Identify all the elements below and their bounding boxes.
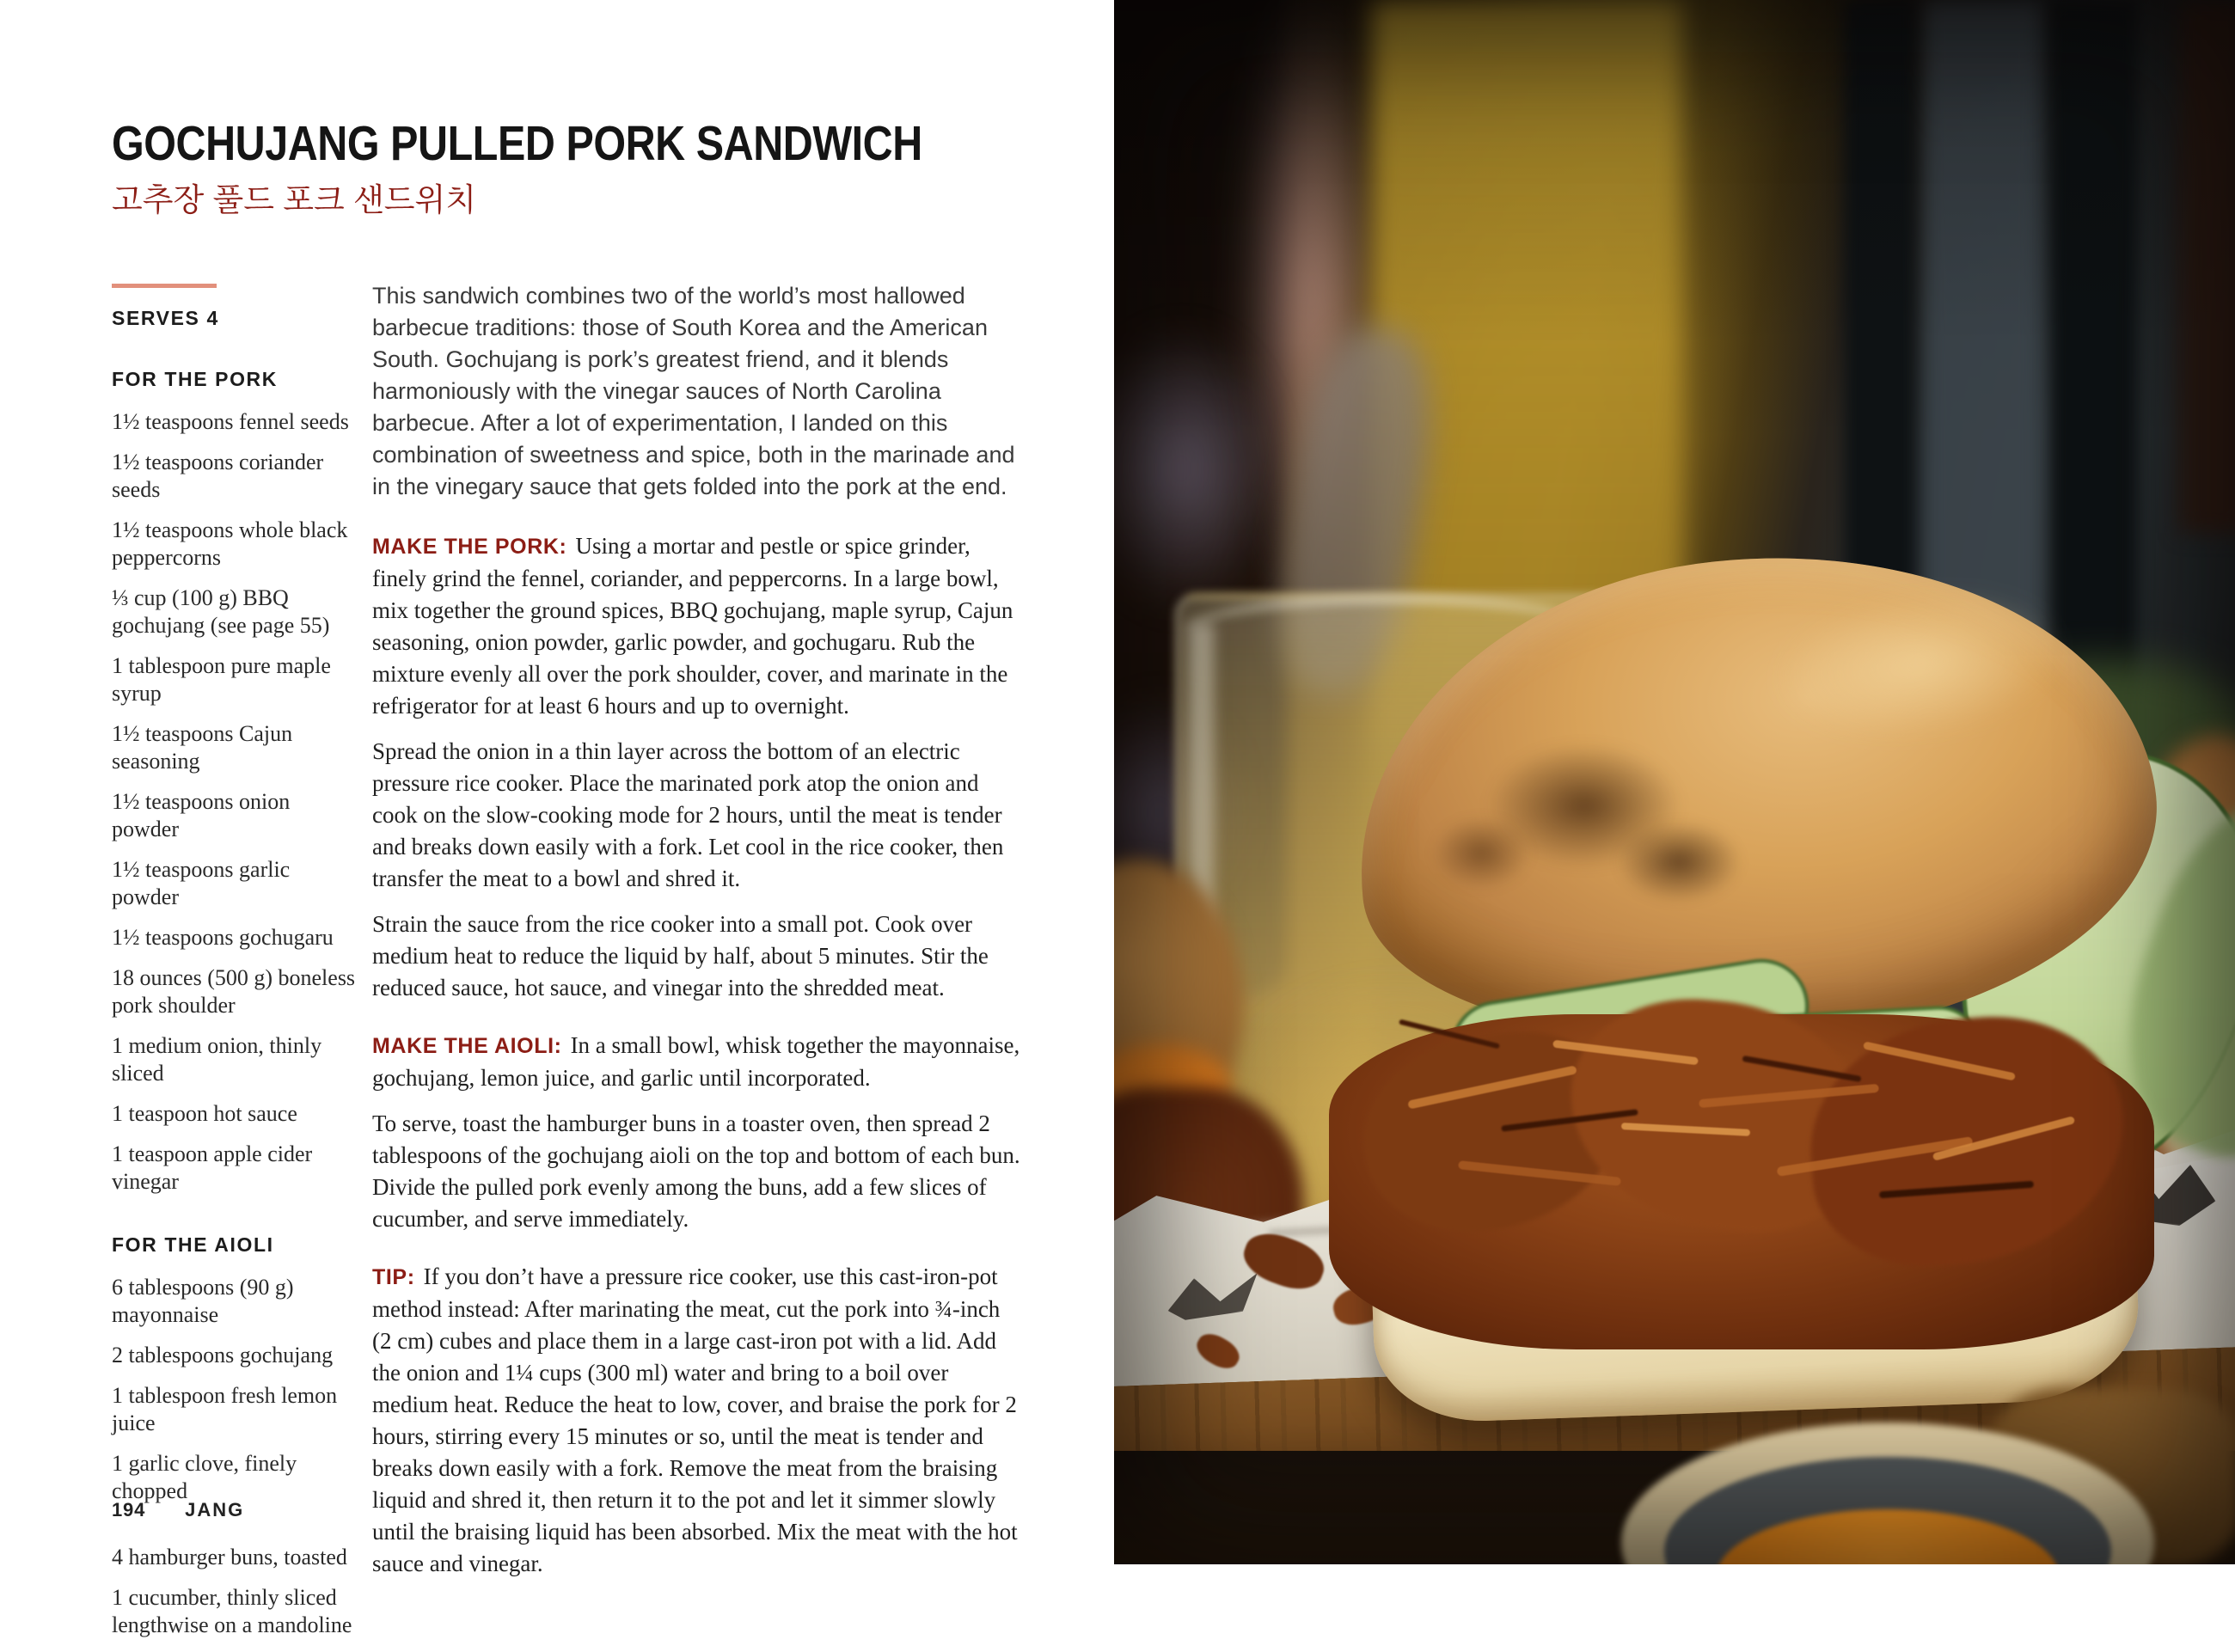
ingredient-item: 1½ teaspoons whole black peppercorns [112, 517, 348, 570]
ingredient-item: 1½ teaspoons gochugaru [112, 925, 334, 950]
ingredient-item: 1 teaspoon apple cider vinegar [112, 1141, 313, 1194]
step-label: MAKE THE PORK: [372, 535, 567, 559]
ingredients-gap [112, 1518, 357, 1544]
recipe-page [0, 0, 1114, 1637]
tip-label: TIP: [372, 1265, 415, 1289]
step-text: To serve, toast the hamburger buns in a toaster oven, then spread 2 tablespoons of the gochujang aioli on the top and bottom of each bun. Divide the pulled pork evenly among the buns, add a few slices of cucumber, and serve immediately. [372, 1111, 1020, 1232]
step-text: Using a mortar and pestle or spice grinder, finely grind the fennel, coriander, and peppercorns. In a large bowl, mix together the ground spices, BBQ gochujang, maple syrup, Cajun seasoning, onion powder, garlic powder, and gochugaru. Rub the mixture evenly all over the pork shoulder, cover, and marinate in the refrigerator for at least 6 hours and up to overnight. [372, 533, 1013, 719]
main-sandwich [1329, 533, 2189, 1496]
ingredient-item: 1½ teaspoons coriander seeds [112, 450, 324, 502]
step-label: MAKE THE AIOLI: [372, 1034, 562, 1058]
serves-label: SERVES 4 [112, 307, 219, 329]
step-paragraph [372, 530, 1025, 722]
recipe-title: GOCHUJANG PULLED PORK SANDWICH [112, 116, 922, 171]
recipe-title-korean: 고추장 풀드 포크 샌드위치 [112, 182, 477, 218]
instructions-column [372, 278, 1025, 1580]
step-paragraph [372, 909, 1025, 1004]
ingredient-item: 2 tablespoons gochujang [112, 1343, 334, 1367]
accent-rule [112, 284, 217, 288]
ingredient-item: 1½ teaspoons fennel seeds [112, 409, 349, 434]
step-text: Spread the onion in a thin layer across the bottom of an electric pressure rice cooker. Place the marinated pork atop the onion and cook on the slow-cooking mode for 2 hours, until the meat is tender and breaks down easily with a fork. Let cool in the rice cooker, then transfer the meat to a bowl and shred it. [372, 738, 1004, 891]
bun-char-spot [1617, 821, 1742, 902]
ingredient-item: 1 teaspoon hot sauce [112, 1101, 297, 1126]
corner-shadow [2180, 0, 2235, 533]
ingredient-item: 1 tablespoon pure maple syrup [112, 653, 331, 706]
page-number: 194 [112, 1499, 146, 1520]
tip-paragraph [372, 1261, 1025, 1580]
step-paragraph [372, 1030, 1025, 1094]
page-footer [112, 1499, 244, 1521]
ingredient-item: 1 cucumber, thinly sliced lengthwise on a mandoline [112, 1585, 352, 1637]
ingredient-item: 18 ounces (500 g) boneless pork shoulder [112, 965, 356, 1018]
bun-char-spot [1432, 817, 1531, 890]
step-paragraph [372, 736, 1025, 895]
intro-paragraph: This sandwich combines two of the world’s most hallowed barbecue traditions: those of South Korea and the American South. Gochujang is pork’s greatest friend, and it blends harmoniously with the vinegar sauces of North Carolina barbecue. After a lot of experimentation, I landed on this combination of sweetness and spice, both in the marinade and in the vinegary sauce that gets folded into the pork at the end. [372, 283, 1015, 499]
ingredients-column [112, 278, 372, 1652]
ingredients-heading-pork: FOR THE PORK [112, 368, 278, 390]
ingredients-heading-aioli: FOR THE AIOLI [112, 1233, 274, 1256]
ingredient-item: 1 medium onion, thinly sliced [112, 1033, 322, 1086]
book-title: JANG [185, 1499, 245, 1520]
ingredient-item: 1½ teaspoons garlic powder [112, 857, 291, 909]
ingredient-item: 4 hamburger buns, toasted [112, 1545, 347, 1569]
ingredient-item: ⅓ cup (100 g) BBQ gochujang (see page 55) [112, 585, 330, 638]
ingredient-item: 1 garlic clove, finely chopped [112, 1451, 297, 1503]
ingredient-item: 6 tablespoons (90 g) mayonnaise [112, 1275, 294, 1327]
step-paragraph [372, 1108, 1025, 1235]
recipe-header [112, 116, 1065, 220]
step-text: Strain the sauce from the rice cooker into a small pot. Cook over medium heat to reduce the liquid by half, about 5 minutes. Stir the reduced sauce, hot sauce, and vinegar into the shredded meat. [372, 911, 989, 1000]
ingredient-item: 1½ teaspoons onion powder [112, 789, 291, 841]
tip-text: If you don’t have a pressure rice cooker, use this cast-iron-pot method instead: After marinating the meat, cut the pork into ¾-inch (2 cm) cubes and place them in a large cast-iron pot with a lid. Add the onion and 1¼ cups (300 ml) water and bring to a boil over medium heat. Reduce the heat to low, cover, and braise the pork for 2 hours, stirring every 15 minutes or so, until the meat is tender and breaks down easily with a fork. Remove the meat from the braising liquid and shred it, then return it to the pot and let it simmer slowly until the braising liquid has been absorbed. Mix the meat with the hot sauce and vinegar. [372, 1263, 1018, 1576]
ingredient-item: 1 tablespoon fresh lemon juice [112, 1383, 338, 1435]
recipe-columns [112, 278, 1025, 1652]
ingredient-item: 1½ teaspoons Cajun seasoning [112, 721, 293, 774]
food-photo [1114, 0, 2235, 1564]
step-text: In a small bowl, whisk together the mayonnaise, gochujang, lemon juice, and garlic until incorporated. [372, 1032, 1020, 1091]
